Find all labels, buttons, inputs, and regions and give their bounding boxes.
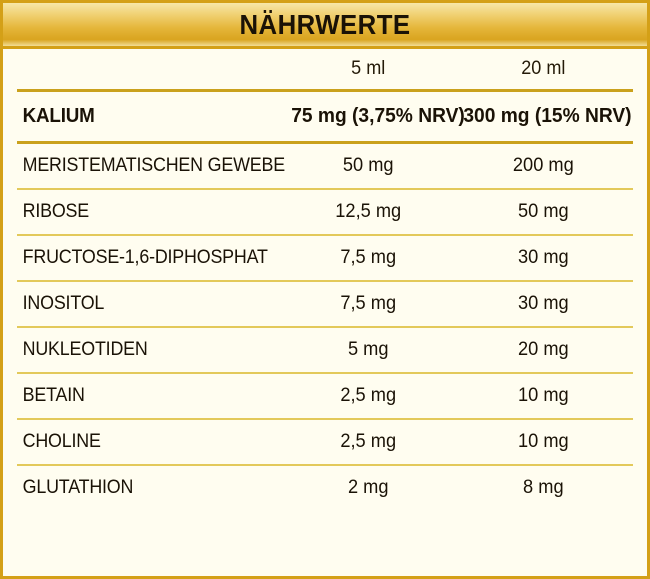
nutrient-value-20ml: 30 mg <box>458 235 630 281</box>
nutrient-value-5ml: 50 mg <box>285 143 451 190</box>
nutrient-value-5ml: 5 mg <box>285 327 451 373</box>
nutrient-value-20ml: 300 mg (15% NRV) <box>458 91 630 143</box>
table-header-row <box>17 49 633 91</box>
nutrient-value-5ml: 75 mg (3,75% NRV) <box>285 91 451 143</box>
page-title: NÄHRWERTE <box>239 8 411 40</box>
column-header-dose-20ml: 20 ml <box>521 58 566 79</box>
column-header-dose-5ml: 5 ml <box>351 58 386 79</box>
nutrient-value-20ml: 8 mg <box>458 465 630 510</box>
table-row <box>17 327 633 373</box>
nutrient-value-5ml: 2,5 mg <box>285 373 451 419</box>
nutrient-value-5ml: 12,5 mg <box>285 189 451 235</box>
nutrient-name: NUKLEOTIDEN <box>17 327 266 373</box>
nutrient-name: MERISTEMATISCHEN GEWEBE <box>17 143 266 190</box>
nutrient-value-5ml: 7,5 mg <box>285 281 451 327</box>
table-row <box>17 373 633 419</box>
nutrient-value-20ml: 50 mg <box>458 189 630 235</box>
table-row <box>17 419 633 465</box>
nutrient-value-20ml: 200 mg <box>458 143 630 190</box>
table-row <box>17 281 633 327</box>
nutrient-name: BETAIN <box>17 373 266 419</box>
table-row <box>17 189 633 235</box>
nutrient-name: CHOLINE <box>17 419 266 465</box>
nutrient-value-5ml: 2 mg <box>285 465 451 510</box>
nutrient-name: KALIUM <box>17 91 266 143</box>
table-header <box>17 49 633 91</box>
column-header-nutrient <box>24 49 276 91</box>
table-row <box>17 143 633 190</box>
nutrition-table-area <box>3 49 647 510</box>
table-row <box>17 465 633 510</box>
nutrient-name: INOSITOL <box>17 281 266 327</box>
panel-title-bar <box>3 3 647 49</box>
nutrient-value-5ml: 2,5 mg <box>285 419 451 465</box>
nutrient-value-20ml: 30 mg <box>458 281 630 327</box>
table-row <box>17 91 633 143</box>
table-row <box>17 235 633 281</box>
nutrient-name: FRUCTOSE-1,6-DIPHOSPHAT <box>17 235 266 281</box>
nutrient-value-20ml: 10 mg <box>458 419 630 465</box>
nutrient-value-20ml: 10 mg <box>458 373 630 419</box>
nutrient-value-5ml: 7,5 mg <box>285 235 451 281</box>
nutrient-name: GLUTATHION <box>17 465 266 510</box>
nutrition-table <box>17 49 633 510</box>
nutrient-name: RIBOSE <box>17 189 266 235</box>
nutrient-value-20ml: 20 mg <box>458 327 630 373</box>
table-body <box>17 91 633 511</box>
